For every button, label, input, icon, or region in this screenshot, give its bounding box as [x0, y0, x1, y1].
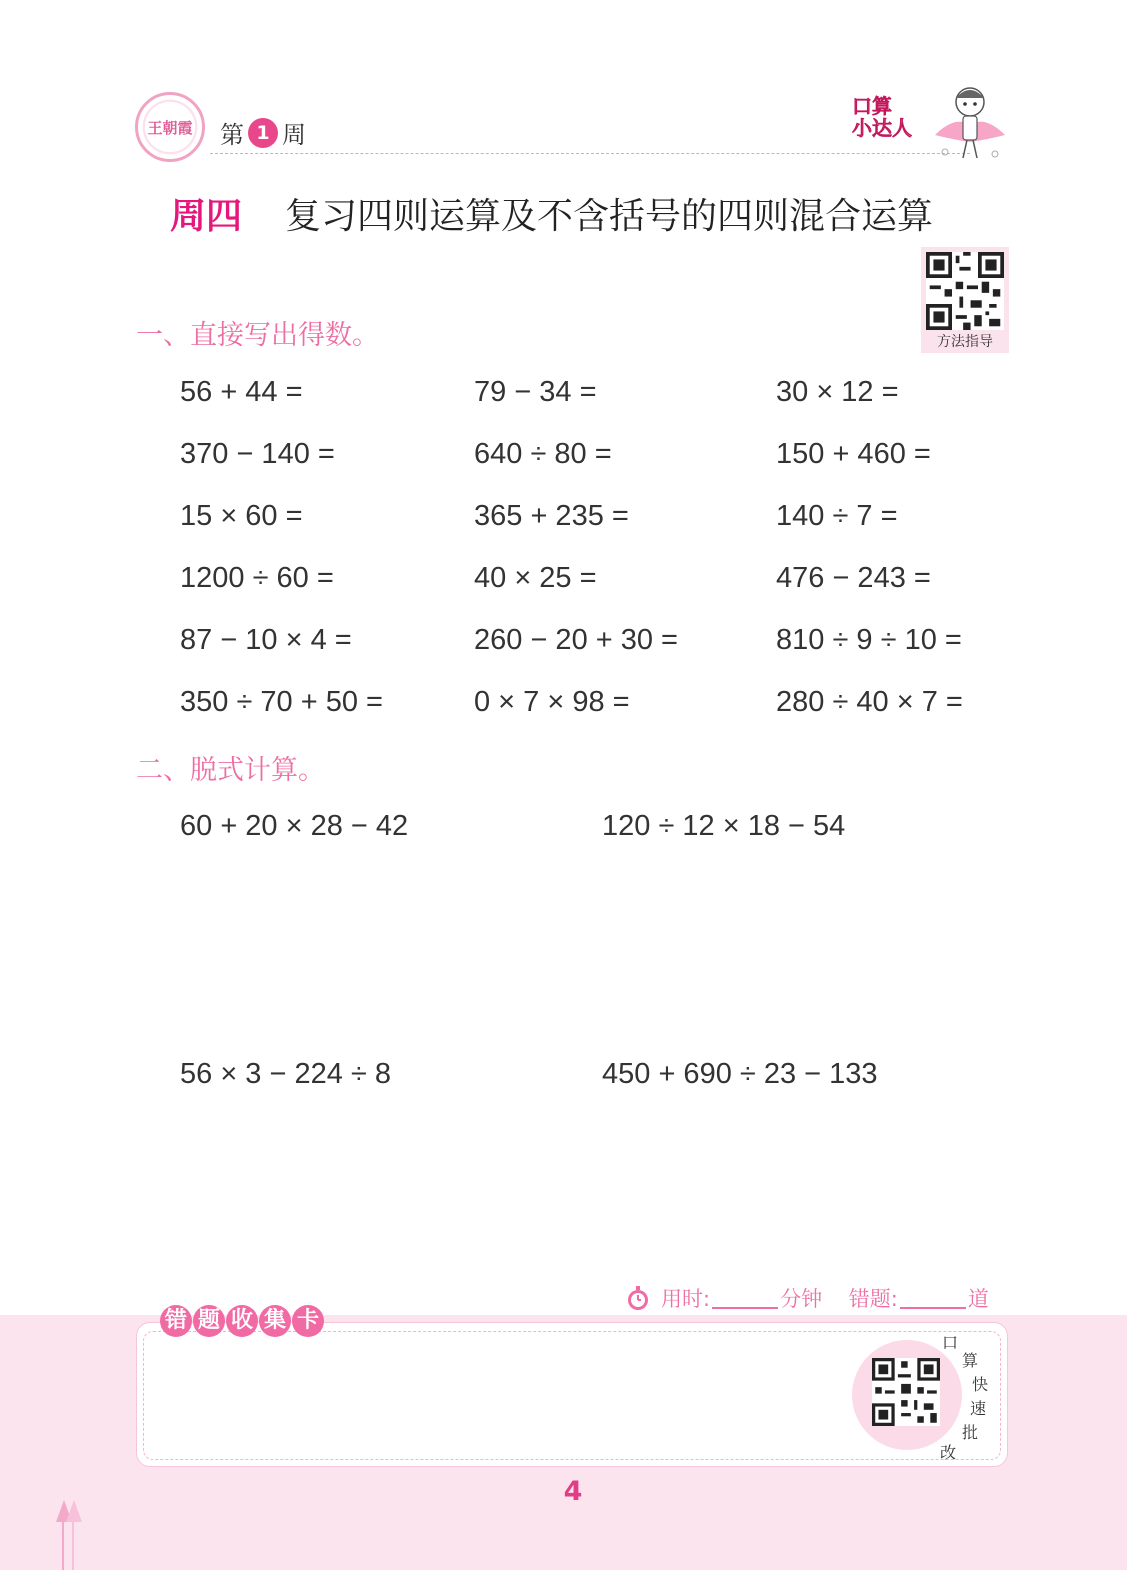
author-seal-logo: [135, 92, 205, 162]
cartoon-character-icon: [925, 80, 1015, 165]
problem-r6-c1: 350 ÷ 70 + 50 =: [180, 686, 383, 718]
seal-text: 王朝霞: [147, 118, 193, 137]
brand-line-2: 小达人: [852, 116, 912, 140]
error-card-title: [160, 1305, 325, 1337]
day-label: 周四: [170, 196, 243, 237]
week-suffix: 周: [282, 121, 306, 149]
problem-r4-c1: 1200 ÷ 60 =: [180, 562, 334, 594]
up-arrow-decoration-icon: [52, 1500, 92, 1570]
brand-line-1: 口算: [852, 94, 892, 118]
method-guide-qr-card[interactable]: [921, 247, 1009, 353]
problem-r5-c3: 810 ÷ 9 ÷ 10 =: [776, 624, 962, 656]
problem-r5-c2: 260 − 20 + 30 =: [474, 624, 678, 656]
header-divider: [210, 153, 970, 154]
problem-r6-c3: 280 ÷ 40 × 7 =: [776, 686, 963, 718]
problem-r1-c2: 79 − 34 =: [474, 376, 597, 408]
quick-check-char: 批: [962, 1423, 979, 1442]
time-unit: 分钟: [780, 1287, 823, 1311]
week-number-badge: 1: [248, 118, 278, 148]
qr-code-icon: [926, 252, 1004, 330]
error-card-title-char: 错: [160, 1305, 192, 1337]
step-problem-3: 56 × 3 − 224 ÷ 8: [180, 1058, 392, 1090]
quick-check-qr[interactable]: [852, 1340, 962, 1450]
quick-check-char: 算: [962, 1351, 979, 1370]
problem-r5-c1: 87 − 10 × 4 =: [180, 624, 352, 656]
problem-r6-c2: 0 × 7 × 98 =: [474, 686, 630, 718]
problem-r1-c1: 56 + 44 =: [180, 376, 303, 408]
qr-caption: 方法指导: [937, 334, 993, 350]
quick-check-char: 快: [972, 1375, 989, 1394]
problem-r3-c1: 15 × 60 =: [180, 500, 303, 532]
quick-check-char: 口: [942, 1333, 959, 1352]
problem-r1-c3: 30 × 12 =: [776, 376, 899, 408]
problem-r2-c1: 370 − 140 =: [180, 438, 335, 470]
time-blank[interactable]: [712, 1287, 778, 1309]
step-problem-2: 120 ÷ 12 × 18 − 54: [602, 810, 846, 842]
problem-r3-c3: 140 ÷ 7 =: [776, 500, 898, 532]
qr-code-icon: [872, 1358, 940, 1426]
problem-r4-c2: 40 × 25 =: [474, 562, 597, 594]
step-problem-4: 450 + 690 ÷ 23 − 133: [602, 1058, 878, 1090]
page-number: 4: [563, 1476, 583, 1507]
quick-check-char: 速: [970, 1399, 987, 1418]
problem-r2-c2: 640 ÷ 80 =: [474, 438, 612, 470]
week-label: [220, 115, 306, 150]
time-label: 用时:: [661, 1287, 711, 1311]
page-title: 复习四则运算及不含括号的四则混合运算: [285, 196, 934, 237]
problem-r3-c2: 365 + 235 =: [474, 500, 629, 532]
error-card-title-char: 题: [193, 1305, 225, 1337]
timer-line: [625, 1283, 989, 1313]
section-1-title: 一、直接写出得数。: [136, 320, 379, 351]
error-card-title-char: 卡: [292, 1305, 324, 1337]
error-card-title-char: 集: [259, 1305, 291, 1337]
quick-check-char: 改: [940, 1443, 957, 1462]
errors-blank[interactable]: [900, 1287, 966, 1309]
section-2-title: 二、脱式计算。: [136, 755, 325, 786]
week-prefix: 第: [220, 121, 244, 149]
stopwatch-icon: [625, 1285, 651, 1311]
step-problem-1: 60 + 20 × 28 − 42: [180, 810, 409, 842]
problem-r4-c3: 476 − 243 =: [776, 562, 931, 594]
error-card-title-char: 收: [226, 1305, 258, 1337]
errors-unit: 道: [967, 1287, 989, 1311]
problem-r2-c3: 150 + 460 =: [776, 438, 931, 470]
brand-logo: [852, 95, 922, 139]
errors-label: 错题:: [848, 1287, 898, 1311]
